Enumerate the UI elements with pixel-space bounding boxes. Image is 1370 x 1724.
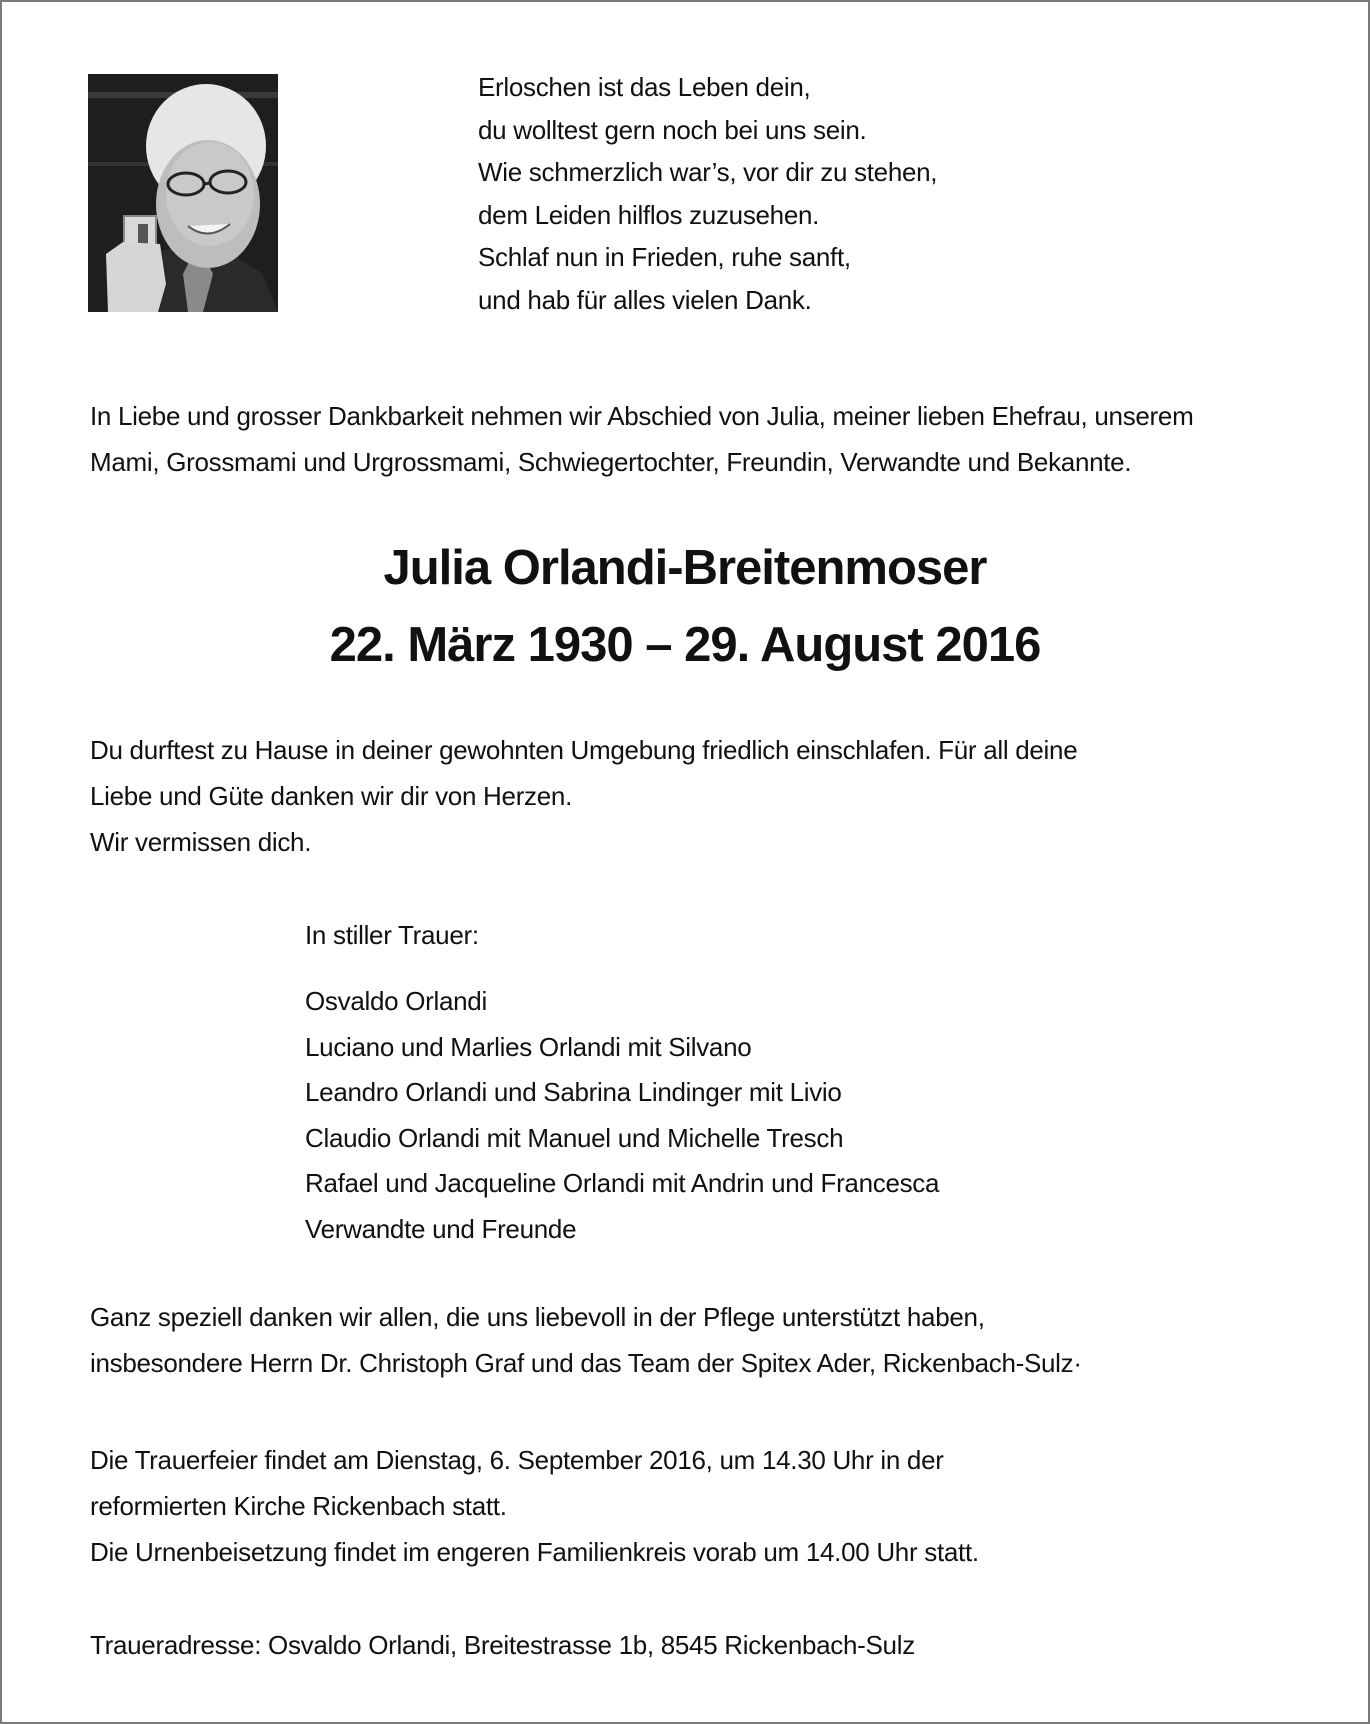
message-line: Du durftest zu Hause in deiner gewohnten Umgebung friedlich einschlafen. Für all deine <box>90 735 1078 765</box>
mourners-heading: In stiller Trauer: <box>305 920 479 950</box>
message-line: Wir vermissen dich. <box>90 827 312 857</box>
message-line: Liebe und Güte danken wir dir von Herzen. <box>90 781 572 811</box>
mourner-name: Leandro Orlandi und Sabrina Lindinger mit Livio <box>305 1077 842 1108</box>
mourners-list <box>305 979 939 1253</box>
poem-line: du wolltest gern noch bei uns sein. <box>478 114 867 145</box>
poem <box>478 66 937 321</box>
mourner-name: Rafael und Jacqueline Orlandi mit Andrin und Francesca <box>305 1168 940 1199</box>
poem-line: und hab für alles vielen Dank. <box>478 284 812 315</box>
ceremony-line: reformierten Kirche Rickenbach statt. <box>90 1491 507 1521</box>
mourner-name: Verwandte und Freunde <box>305 1213 577 1244</box>
poem-line: Erloschen ist das Leben dein, <box>478 72 811 102</box>
poem-line: Schlaf nun in Frieden, ruhe sanft, <box>478 242 851 272</box>
intro-paragraph <box>90 393 1193 485</box>
poem-line: dem Leiden hilflos zuzusehen. <box>478 199 820 230</box>
intro-line: Mami, Grossmami und Urgrossmami, Schwiegertochter, Freundin, Verwandte und Bekannte. <box>90 447 1132 477</box>
portrait-image <box>88 74 278 312</box>
ceremony-paragraph <box>90 1437 979 1575</box>
thanks-paragraph <box>90 1294 1082 1386</box>
poem-line: Wie schmerzlich war’s, vor dir zu stehen, <box>478 157 938 187</box>
mourner-name: Osvaldo Orlandi <box>305 986 487 1016</box>
ceremony-line: Die Trauerfeier findet am Dienstag, 6. September 2016, um 14.30 Uhr in der <box>90 1445 944 1475</box>
life-dates: 22. März 1930 – 29. August 2016 <box>329 618 1041 672</box>
thanks-line: insbesondere Herrn Dr. Christoph Graf und das Team der Spitex Ader, Rickenbach-Sulz· <box>90 1348 1082 1378</box>
deceased-name: Julia Orlandi-Breitenmoser <box>383 541 987 595</box>
farewell-message <box>90 727 1077 865</box>
mourner-name: Claudio Orlandi mit Manuel und Michelle Tresch <box>305 1122 844 1153</box>
thanks-line: Ganz speziell danken wir allen, die uns liebevoll in der Pflege unterstützt haben, <box>90 1302 985 1332</box>
mourner-name: Luciano und Marlies Orlandi mit Silvano <box>305 1031 752 1062</box>
ceremony-line: Die Urnenbeisetzung findet im engeren Familienkreis vorab um 14.00 Uhr statt. <box>90 1537 979 1567</box>
mourning-address: Traueradresse: Osvaldo Orlandi, Breitestrasse 1b, 8545 Rickenbach-Sulz <box>90 1630 915 1660</box>
portrait-photo <box>88 74 278 312</box>
intro-line: In Liebe und grosser Dankbarkeit nehmen wir Abschied von Julia, meiner lieben Ehefrau, unserem <box>90 401 1194 431</box>
